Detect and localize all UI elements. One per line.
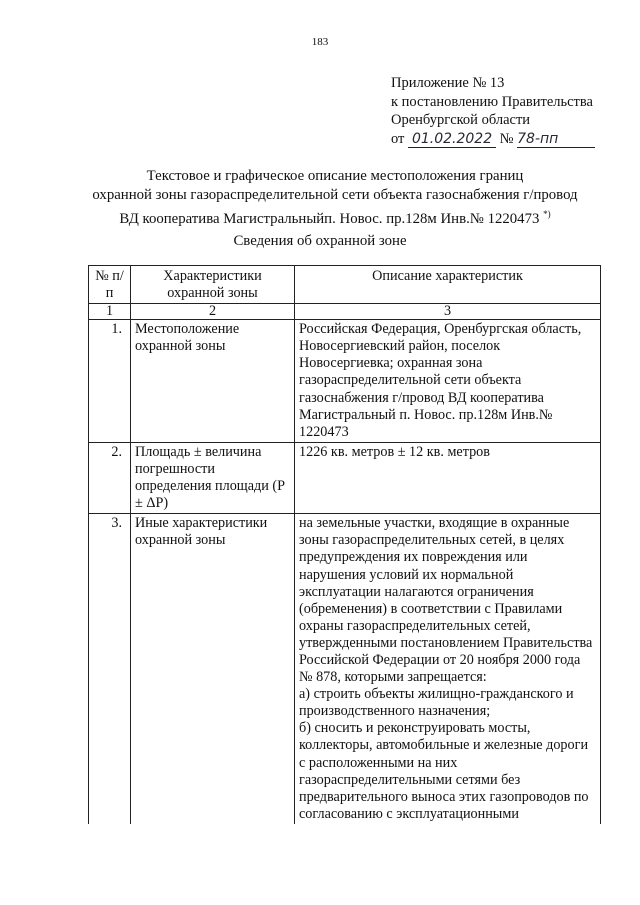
handwritten-date: 01.02.2022 xyxy=(408,132,496,148)
title-line-3-text: ВД кооператива Магистральныйп. Новос. пр.128м Инв.№ 1220473 xyxy=(119,210,540,227)
document-title xyxy=(30,167,640,229)
appendix-decree-line: к постановлению Правительства xyxy=(391,93,593,110)
column-number: 1 xyxy=(89,304,131,320)
row-description: Российская Федерация, Оренбургская область, Новосергиевский район, поселок Новосергиевка; охранная зона газораспределительной сети объекта газоснабжения г/провод ВД кооператива Магистральный п. Новос. пр.128м Инв.№ 1220473 xyxy=(295,320,601,443)
row-characteristic: Площадь ± величина погрешности определения площади (P ± ΔP) xyxy=(131,442,295,513)
header-characteristic: Характеристики охранной зоны xyxy=(131,266,295,304)
table-column-numbers-row xyxy=(89,304,601,320)
table-row xyxy=(89,514,601,824)
row-description: на земельные участки, входящие в охранные зоны газораспределительных сетей, в целях предупреждения их повреждения или нарушения условий их нормальной эксплуатации налагаются ограничения (обременения) в соответствии с Правилами охраны газораспределительных сетей, утвержденными постановлением Правительства Российской Федерации от 20 ноября 2000 года № 878, которыми запрещается: xyxy=(299,515,593,686)
row-number: 2. xyxy=(89,442,131,513)
row-description-block xyxy=(295,514,601,824)
row-number: 3. xyxy=(89,514,131,824)
section-subtitle: Сведения об охранной зоне xyxy=(233,233,407,249)
number-label: № xyxy=(499,130,514,147)
handwritten-number: 78-пп xyxy=(517,132,595,148)
appendix-number: Приложение № 13 xyxy=(391,75,505,91)
row-characteristic: Иные характеристики охранной зоны xyxy=(131,514,295,824)
row-characteristic: Местоположение охранной зоны xyxy=(131,320,295,443)
column-number: 3 xyxy=(295,304,601,320)
table-header-row xyxy=(89,266,601,304)
row-number: 1. xyxy=(89,320,131,443)
page-number: 183 xyxy=(311,36,329,48)
header-number: № п/п xyxy=(89,266,131,304)
header-description: Описание характеристик xyxy=(295,266,601,304)
column-number: 2 xyxy=(131,304,295,320)
table-row xyxy=(89,442,601,513)
footnote-mark: *) xyxy=(543,209,551,219)
restriction-item-b: б) сносить и реконструировать мосты, коллекторы, автомобильные и железные дороги с расположенными на них газораспределительными сетями без предварительного выноса этих газопроводов по согласованию с эксплуатационными xyxy=(299,720,589,822)
title-line-3 xyxy=(30,205,640,229)
appendix-region-line: Оренбургской области xyxy=(391,112,531,128)
row-description: 1226 кв. метров ± 12 кв. метров xyxy=(295,442,601,513)
table-row xyxy=(89,320,601,443)
title-line-2: охранной зоны газораспределительной сети объекта газоснабжения г/провод xyxy=(92,187,578,203)
from-label: от xyxy=(391,130,405,147)
appendix-header xyxy=(391,74,595,148)
zone-info-table xyxy=(88,265,601,824)
title-line-1: Текстовое и графическое описание местоположения границ xyxy=(146,168,524,184)
restriction-item-a: а) строить объекты жилищно-гражданского и производственного назначения; xyxy=(299,686,574,720)
appendix-date-line xyxy=(391,130,595,149)
